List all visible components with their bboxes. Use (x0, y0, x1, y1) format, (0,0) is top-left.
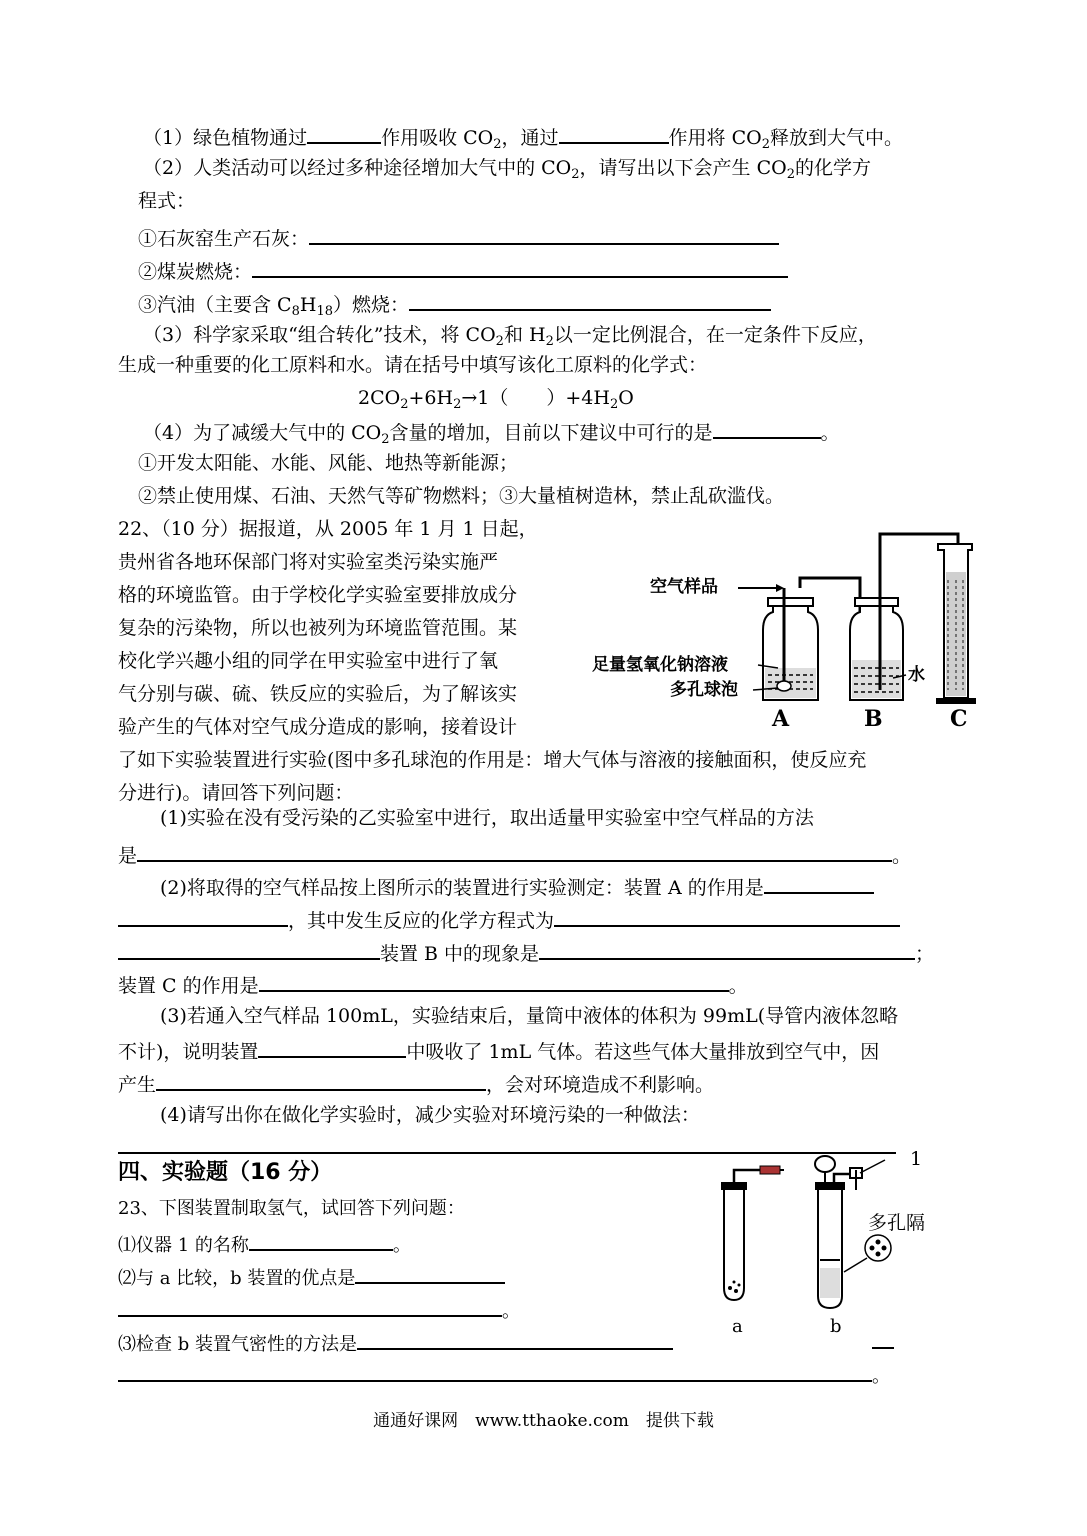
q21-item2: ②煤炭燃烧： (138, 256, 788, 285)
answer-blank[interactable] (118, 1360, 872, 1382)
q22-intro-line: 校化学兴趣小组的同学在甲实验室中进行了氧 (118, 650, 499, 672)
answer-blank[interactable] (252, 256, 788, 278)
q22-sub2-line4: 装置 C 的作用是 。 (118, 970, 748, 999)
q23-sub3: ⑶检查 b 装置气密性的方法是 (118, 1328, 673, 1358)
answer-blank[interactable] (249, 1229, 393, 1251)
label-b: B (864, 706, 883, 732)
q21-part2-line1: （2）人类活动可以经过多种途径增加大气中的 $CO_2$，请写出以下会产生 $CO_2$的化学方 (143, 157, 871, 182)
q21-item3: ③汽油（主要含 $C_8H_{18}$）燃烧： (138, 289, 771, 325)
q21-part2-line2: 程式： (138, 190, 196, 212)
answer-blank[interactable] (539, 938, 915, 960)
answer-blank[interactable] (118, 1295, 502, 1317)
answer-blank[interactable] (309, 223, 779, 245)
answer-blank[interactable] (137, 840, 892, 862)
q23-sub1: ⑴仪器 1 的名称 。 (118, 1229, 411, 1259)
q22-sub3-line3: 产生 ，会对环境造成不利影响。 (118, 1069, 714, 1098)
q22-sub3-line1: (3)若通入空气样品 100mL，实验结束后，量筒中液体的体积为 99mL(导管内液体忽略 (160, 1005, 899, 1027)
q22-sub3-line2: 不计)，说明装置 中吸收了 1mL 气体。若这些气体大量排放到空气中，因 (118, 1036, 879, 1065)
answer-blank[interactable] (554, 905, 900, 927)
q22-intro-line: 贵州省各地环保部门将对实验室类污染实施严 (118, 551, 499, 573)
q21-part3-line2: 生成一种重要的化工原料和水。请在括号中填写该化工原料的化学式： (118, 354, 708, 376)
answer-blank[interactable] (409, 289, 771, 311)
answer-blank[interactable] (118, 905, 288, 927)
q21-item1: ①石灰窑生产石灰： (138, 223, 779, 252)
q21-part4: （4）为了减缓大气中的 $CO_2$含量的增加，目前以下建议中可行的是 。 (143, 417, 840, 453)
gas-wash-apparatus (588, 520, 988, 735)
label-device-a: a (732, 1316, 743, 1337)
q22-intro-line: 分进行)。请回答下列问题： (118, 782, 354, 804)
q22-sub1-line1: (1)实验在没有受污染的乙实验室中进行，取出适量甲实验室中空气样品的方法 (160, 807, 814, 829)
label-instrument-1: 1 (910, 1148, 923, 1170)
q21-part1: （1）绿色植物通过 作用吸收 $CO_2$，通过 作用将 $CO_2$释放到大气中。 (143, 122, 903, 158)
q22-intro-line: 验产生的气体对空气成分造成的影响，接着设计 (118, 716, 518, 738)
answer-line[interactable] (872, 1347, 894, 1349)
q22-sub4-line1: (4)请写出你在做化学实验时，减少实验对环境污染的一种做法： (160, 1104, 700, 1126)
answer-blank[interactable] (118, 938, 380, 960)
q23-sub2: ⑵与 a 比较，b 装置的优点是 (118, 1262, 505, 1292)
q21-option2: ②禁止使用煤、石油、天然气等矿物燃料；③大量植树造林，禁止乱砍滥伐。 (138, 485, 785, 507)
label-porous-bubbler: 多孔球泡 (670, 680, 738, 700)
q21-part3-line1: （3）科学家采取“组合转化”技术，将 $CO_2$和 $H_2$以一定比例混合，在一定条件下反应， (143, 324, 877, 349)
answer-blank[interactable] (355, 1262, 505, 1284)
label-naoh-solution: 足量氢氧化钠溶液 (592, 655, 728, 675)
answer-blank[interactable] (259, 970, 729, 992)
q23-sub2-line2: 。 (118, 1295, 520, 1325)
q22-sub2-line2: ，其中发生反应的化学方程式为 (118, 905, 900, 934)
q22-apparatus-figure (588, 520, 988, 735)
q23-intro: 23、下图装置制取氢气，试回答下列问题： (118, 1198, 465, 1219)
q22-intro-line: 22、（10 分）据报道，从 2005 年 1 月 1 日起， (118, 518, 538, 540)
section-4-heading: 四、实验题（16 分） (118, 1160, 333, 1185)
q21-option1: ①开发太阳能、水能、风能、地热等新能源； (138, 452, 519, 474)
hydrogen-generator-apparatus (710, 1148, 950, 1338)
label-c: C (950, 706, 968, 732)
answer-blank[interactable] (258, 1036, 406, 1058)
label-water: 水 (908, 665, 925, 685)
answer-blank[interactable] (156, 1069, 486, 1091)
q22-sub2-line3: 装置 B 中的现象是 ； (118, 938, 934, 967)
q23-hydrogen-apparatus-figure (710, 1148, 950, 1338)
q22-sub1-line2: 是 。 (118, 840, 911, 869)
q22-intro-line: 格的环境监管。由于学校化学实验室要排放成分 (118, 584, 518, 606)
answer-blank[interactable] (764, 872, 874, 894)
answer-blank[interactable] (357, 1328, 673, 1350)
q23-sub3-line2: 。 (118, 1360, 890, 1390)
answer-blank[interactable] (713, 417, 821, 439)
q22-intro-line: 气分别与碳、硫、铁反应的实验后，为了解该实 (118, 683, 518, 705)
q21-equation: $2CO_2+6H_2\to 1$（ ）$+4H_2O$ (358, 387, 634, 412)
label-a: A (772, 706, 790, 732)
label-porous-plate: 多孔隔 (868, 1212, 926, 1234)
page-footer: 通通好课网 www.tthaoke.com 提供下载 (373, 1411, 714, 1431)
label-device-b: b (830, 1316, 842, 1337)
q22-sub2-line1: (2)将取得的空气样品按上图所示的装置进行实验测定：装置 A 的作用是 (160, 872, 874, 901)
q22-intro-line: 了如下实验装置进行实验(图中多孔球泡的作用是：增大气体与溶液的接触面积，使反应充 (118, 749, 867, 771)
q22-intro-line: 复杂的污染物，所以也被列为环境监管范围。某 (118, 617, 518, 639)
label-air-sample: 空气样品 (650, 577, 718, 597)
